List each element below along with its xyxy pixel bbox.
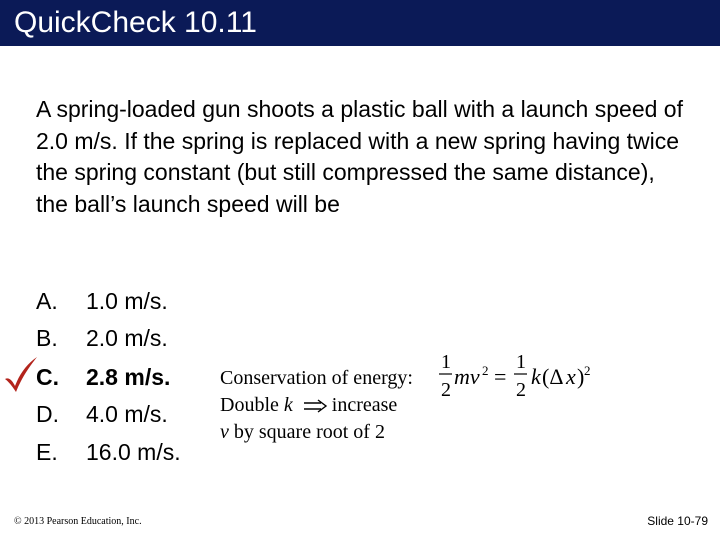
explanation-suffix: by square root of 2 [228,421,385,443]
energy-equation [436,350,596,402]
choice-text: 2.0 m/s. [86,325,168,351]
rhs-exponent: 2 [584,363,591,378]
lhs-fraction-numerator: 1 [441,351,451,373]
explanation-suffix: increase [331,394,398,416]
checkmark-icon [4,355,38,393]
lhs-exponent: 2 [482,363,489,378]
explanation-var-k: k [283,394,293,416]
slide-title: QuickCheck 10.11 [14,6,257,39]
question-text: A spring-loaded gun shoots a plastic ball with a launch speed of 2.0 m/s. If the spring is replaced with a new spring having twice the spring constant (but still compressed the same distance), the ball’s launch speed will be [36,96,683,217]
rhs-fraction-denominator: 2 [516,379,526,401]
implies-arrow-icon [302,399,328,413]
rhs-variable: k [531,364,541,389]
title-bar [0,0,720,46]
choice-letter: D. [36,401,59,427]
choice-letter: E. [36,439,58,465]
choice-letter: C. [36,364,59,390]
choice-text: 16.0 m/s. [86,439,181,465]
lhs-fraction-denominator: 2 [441,379,451,401]
choice-letter: B. [36,325,58,351]
choice-letter: A. [36,288,58,314]
explanation-line-3 [220,420,385,444]
rhs-x: x [566,364,576,389]
explanation-prefix: Double [220,394,284,416]
explanation-var-v: v [220,421,229,443]
copyright-footer: © 2013 Pearson Education, Inc. [14,516,142,527]
choice-text: 4.0 m/s. [86,401,168,427]
rhs-close: ) [577,364,585,389]
rhs-open: (Δ [542,364,564,389]
rhs-fraction-numerator: 1 [516,351,526,373]
slide-number: Slide 10-79 [647,514,708,528]
choice-text: 1.0 m/s. [86,288,168,314]
lhs-variable: mv [454,364,480,389]
choice-text: 2.8 m/s. [86,364,171,390]
equals-sign: = [494,364,507,389]
explanation-line-1: Conservation of energy: [220,367,413,389]
explanation-line-2 [220,393,397,417]
